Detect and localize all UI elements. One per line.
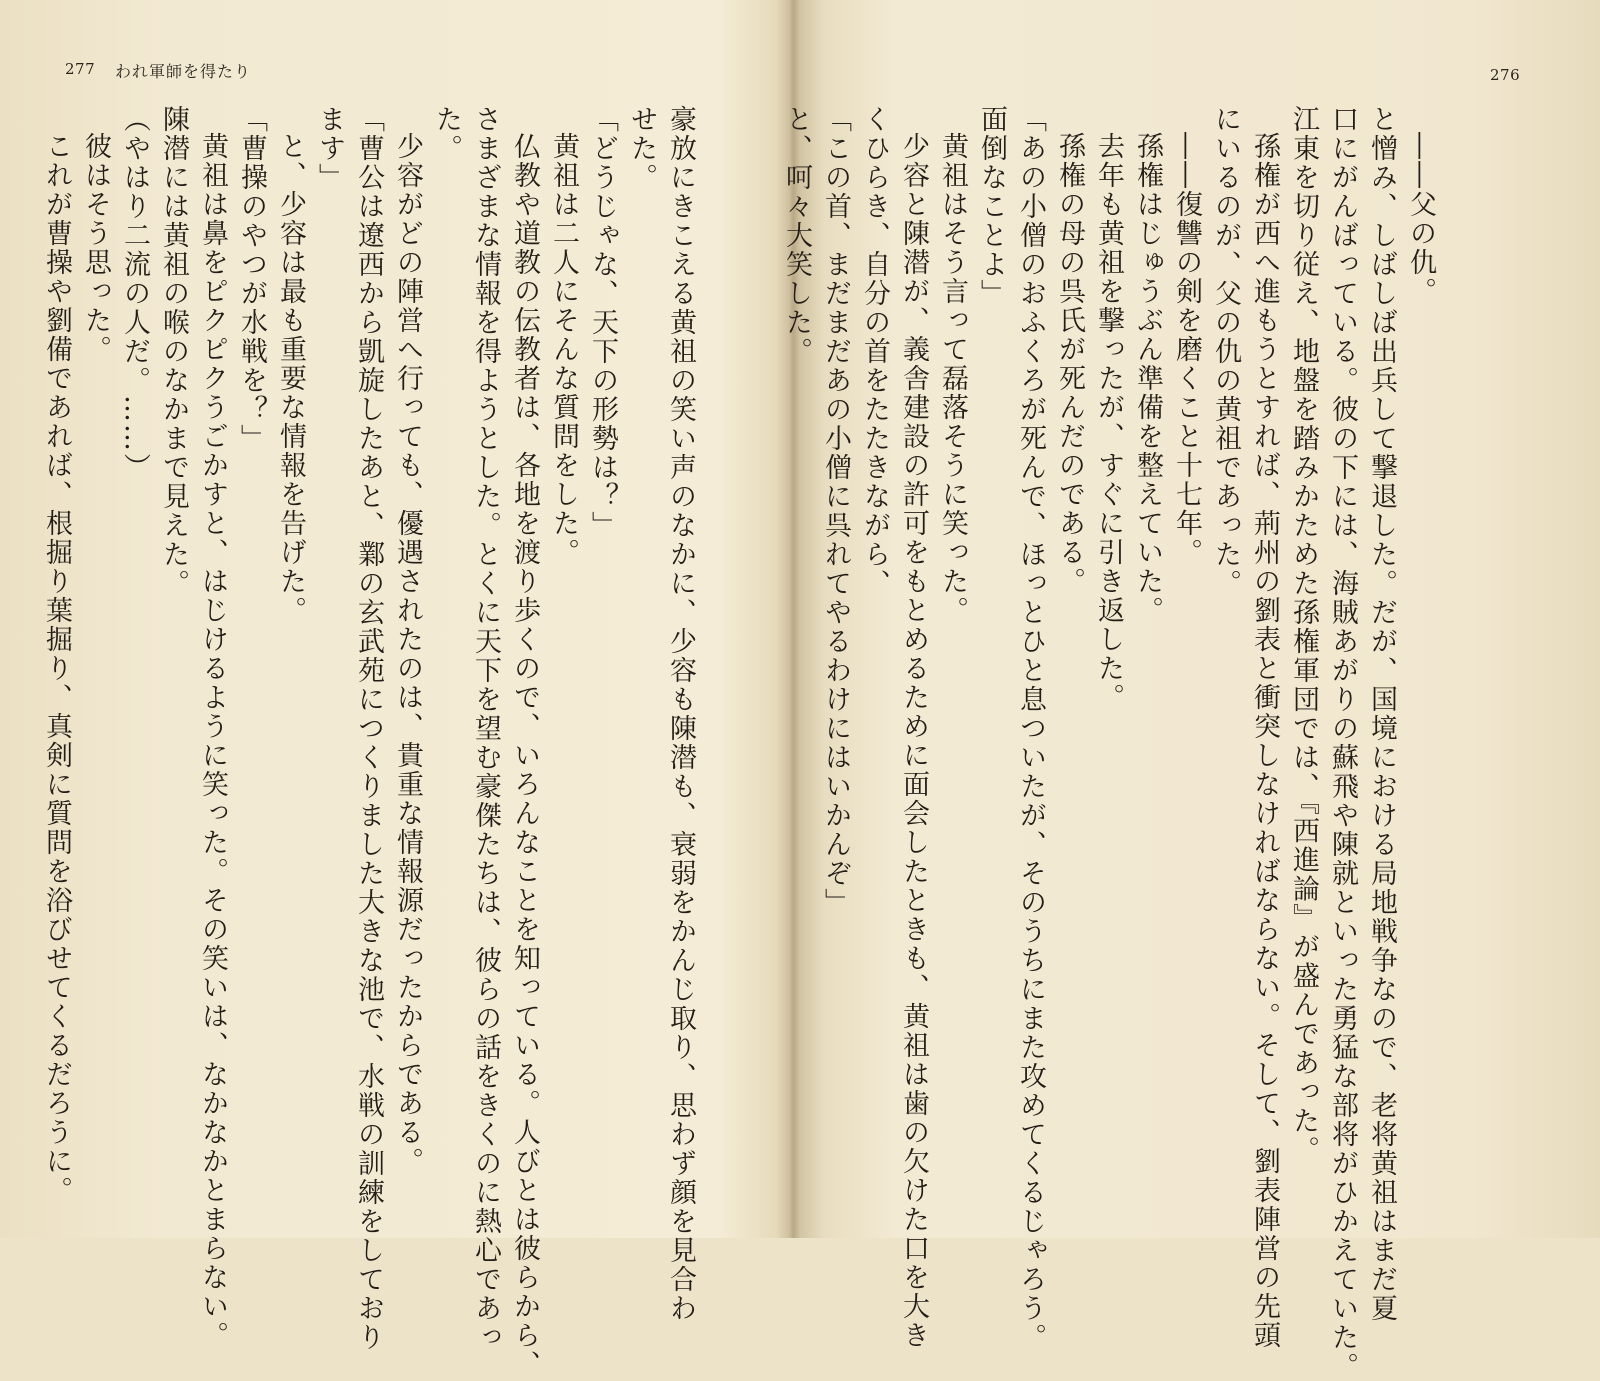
text-line: 口にがんばっている。彼の下には、海賊あがりの蘇飛や陳就といった勇猛な部将がひかえていた。 <box>1327 105 1358 1381</box>
text-line: 江東を切り従え、地盤を踏みかためた孫権軍団では、『西進論』が盛んであった。 <box>1288 105 1319 1165</box>
text-line: （やはり二流の人だ。……） <box>119 105 150 482</box>
text-line: 面倒なことよ」 <box>976 105 1007 308</box>
text-line: 黄祖はそう言って磊落そうに笑った。 <box>937 132 968 625</box>
text-line: 「曹公は遼西から凱旋したあと、鄴の玄武苑につくりました大きな池で、水戦の訓練をしており <box>353 105 384 1352</box>
running-head: われ軍師を得たり <box>115 62 252 81</box>
text-line: にいるのが、父の仇の黄祖であった。 <box>1210 105 1241 598</box>
text-line: た。 <box>431 105 462 163</box>
text-line: 「あの小僧のおふくろが死んで、ほっとひと息ついたが、そのうちにまた攻めてくるじゃろう。 <box>1015 105 1046 1352</box>
right-page <box>781 0 1600 1381</box>
text-line: 黄祖は二人にそんな質問をした。 <box>548 132 579 567</box>
text-line: 「この首、まだまだあの小僧に呉れてやるわけにはいかんぞ」 <box>820 105 851 917</box>
text-line: 去年も黄祖を撃ったが、すぐに引き返した。 <box>1093 132 1124 712</box>
text-line: と、少容は最も重要な情報を告げた。 <box>275 132 306 625</box>
text-line: 孫権が西へ進もうとすれば、荊州の劉表と衝突しなければならない。そして、劉表陣営の先頭 <box>1249 132 1280 1350</box>
vertical-text-block <box>41 105 700 1379</box>
text-line: と、呵々大笑した。 <box>781 105 812 366</box>
page-number: 277 <box>65 60 96 78</box>
text-line: ――父の仇。 <box>1405 132 1436 306</box>
page-number: 276 <box>1490 66 1521 84</box>
text-line: くひらき、自分の首をたたきながら、 <box>859 105 890 598</box>
vertical-text-block <box>781 105 1440 1381</box>
text-line: 孫権はじゅうぶん準備を整えていた。 <box>1132 132 1163 625</box>
text-line: 少容と陳潜が、義舎建設の許可をもとめるために面会したときも、黄祖は歯の欠けた口を大き <box>898 132 929 1350</box>
text-line: 「どうじゃな、天下の形勢は？」 <box>587 105 618 540</box>
text-line: 彼はそう思った。 <box>80 132 111 364</box>
text-line: 陳潜には黄祖の喉のなかまで見えた。 <box>158 105 189 598</box>
text-line: 仏教や道教の伝教者は、各地を渡り歩くので、いろんなことを知っている。人びとは彼らから、 <box>509 132 540 1379</box>
text-line: 黄祖は鼻をピクピクうごかすと、はじけるように笑った。その笑いは、なかなかとまらない。 <box>197 132 228 1350</box>
text-line: これが曹操や劉備であれば、根掘り葉掘り、真剣に質問を浴びせてくるだろうに。 <box>41 132 72 1205</box>
text-line: ます」 <box>314 105 345 192</box>
text-line: 「曹操のやつが水戦を？」 <box>236 105 267 453</box>
text-line: 孫権の母の呉氏が死んだのである。 <box>1054 132 1085 596</box>
text-line: ――復讐の剣を磨くこと十七年。 <box>1171 132 1202 567</box>
text-line: さまざまな情報を得ようとした。とくに天下を望む豪傑たちは、彼らの話をきくのに熱心であっ <box>470 105 501 1352</box>
text-line: 豪放にきこえる黄祖の笑い声のなかに、少容も陳潜も、衰弱をかんじ取り、思わず顔を見合わ <box>665 105 696 1323</box>
text-line: せた。 <box>626 105 657 192</box>
left-page <box>0 0 790 1379</box>
text-line: と憎み、しばしば出兵して撃退した。だが、国境における局地戦争なので、老将黄祖はまだ夏 <box>1366 105 1397 1323</box>
text-line: 少容がどの陣営へ行っても、優遇されたのは、貴重な情報源だったからである。 <box>392 132 423 1176</box>
